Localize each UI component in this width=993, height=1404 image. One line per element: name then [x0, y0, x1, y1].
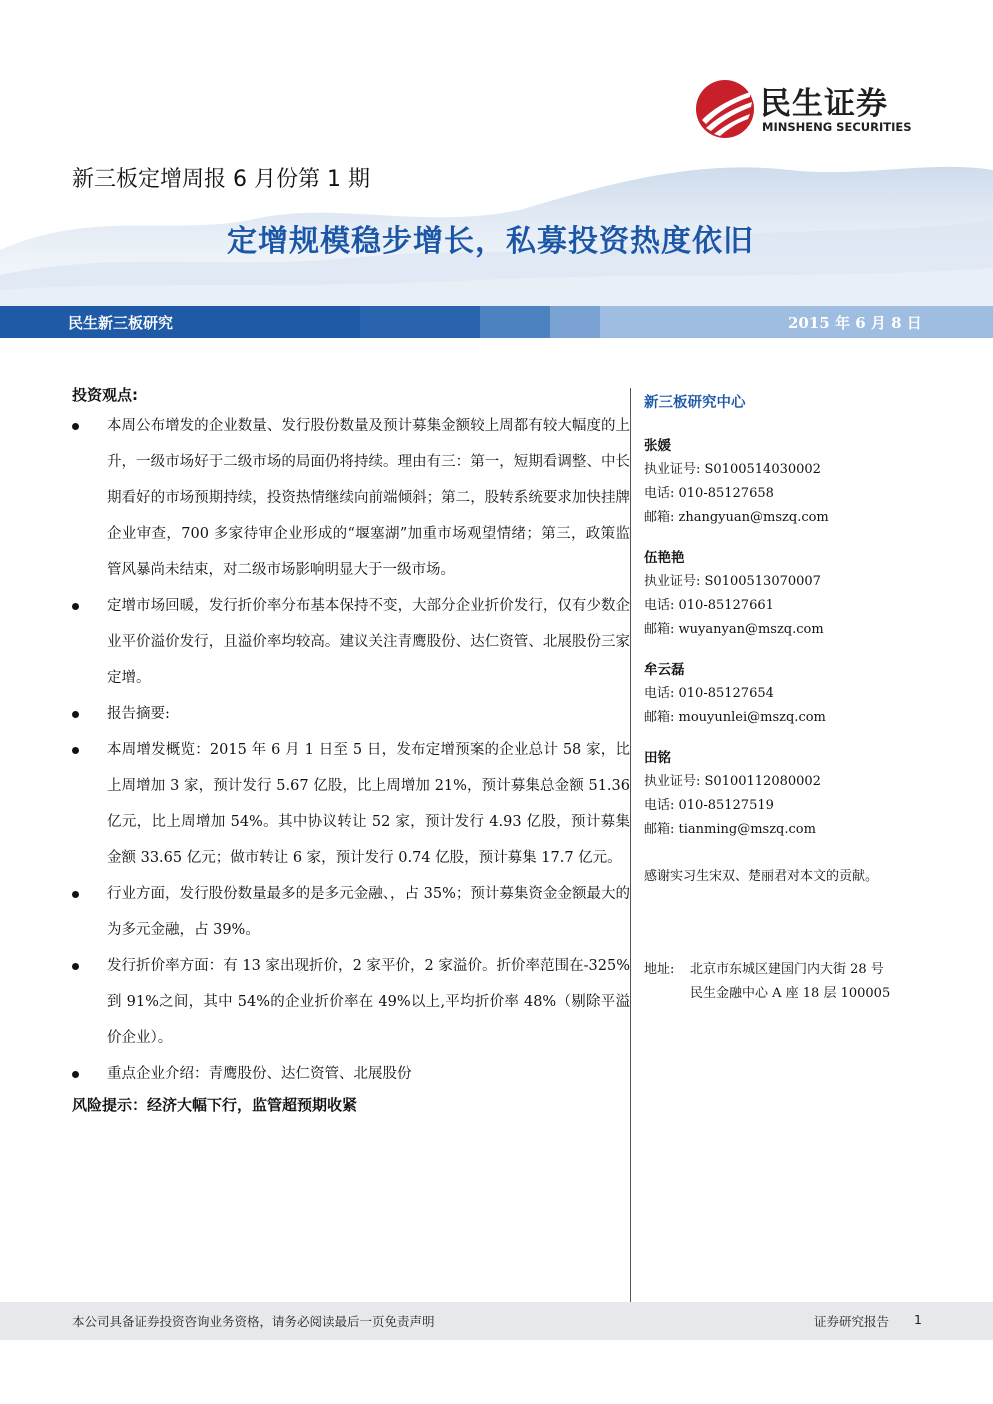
- address-label: 地址:: [644, 962, 675, 977]
- bullet-icon: [72, 1071, 79, 1078]
- bullet-item: [72, 1056, 630, 1092]
- company-logo: [694, 78, 924, 140]
- bullet-item: [72, 732, 630, 876]
- investment-view-section: [72, 382, 630, 1118]
- page-footer: [0, 1302, 993, 1340]
- bullet-text: 报告摘要:: [107, 706, 170, 722]
- minsheng-logo-icon: [694, 78, 756, 140]
- analyst-name: 伍艳艳: [644, 550, 685, 566]
- analyst-email[interactable]: 邮箱: mouyunlei@mszq.com: [644, 710, 826, 725]
- banner-segment: [360, 306, 480, 338]
- address-line-2: 民生金融中心 A 座 18 层 100005: [690, 986, 891, 1001]
- footer-report-type: 证券研究报告: [814, 1314, 890, 1329]
- bullet-icon: [72, 603, 79, 610]
- analyst-name: 田铭: [644, 750, 671, 766]
- report-main-title: 定增规模稳步增长，私募投资热度依旧: [227, 224, 754, 259]
- analyst-license: 执业证号: S0100514030002: [644, 462, 821, 477]
- research-center-title: 新三板研究中心: [644, 395, 746, 411]
- analyst-sidebar: [644, 392, 934, 1006]
- bullet-item: [72, 408, 630, 588]
- bullet-text: 定增市场回暖，发行折价率分布基本保持不变，大部分企业折价发行，仅有少数企业平价溢价发行，且溢价率均较高。建议关注青鹰股份、达仁资管、北展股份三家定增。: [107, 598, 630, 686]
- footer-disclaimer: 本公司具备证券投资咨询业务资格，请务必阅读最后一页免责声明: [72, 1314, 435, 1329]
- bullet-icon: [72, 963, 79, 970]
- bullet-item: [72, 696, 630, 732]
- analyst-email[interactable]: 邮箱: tianming@mszq.com: [644, 822, 816, 837]
- logo-english-name: MINSHENG SECURITIES: [762, 120, 912, 134]
- logo-chinese-name: 民生证券: [760, 86, 888, 122]
- banner-segment: [550, 306, 600, 338]
- banner-date: 2015 年 6 月 8 日: [788, 314, 922, 332]
- analyst-phone: 电话: 010-85127654: [644, 686, 774, 701]
- analyst-license: 执业证号: S0100112080002: [644, 774, 821, 789]
- report-series-title: 新三板定增周报 6 月份第 1 期: [72, 167, 370, 192]
- bullet-icon: [72, 711, 79, 718]
- analyst-card: [644, 746, 934, 842]
- header-banner: [0, 306, 993, 338]
- analyst-phone: 电话: 010-85127661: [644, 598, 774, 613]
- analyst-card: [644, 658, 934, 730]
- address-line-1: 北京市东城区建国门内大街 28 号: [690, 962, 884, 977]
- column-divider: [630, 388, 631, 1304]
- acknowledgement: 感谢实习生宋双、楚丽君对本文的贡献。: [644, 869, 879, 884]
- bullet-icon: [72, 423, 79, 430]
- bullet-item: [72, 948, 630, 1056]
- bullet-text: 本周公布增发的企业数量、发行股份数量及预计募集金额较上周都有较大幅度的上升，一级市场好于二级市场的局面仍将持续。理由有三：第一，短期看调整、中长期看好的市场预期持续，投资热情继续向前端倾斜；第二，股转系统要求加快挂牌企业审查，700 多家待审企业形成的“堰塞湖”加重市场观望情绪；第三，政策监管风暴尚未结束，对二级市场影响明显大于一级市场。: [107, 418, 630, 578]
- bullet-text: 重点企业介绍：青鹰股份、达仁资管、北展股份: [107, 1066, 412, 1082]
- banner-department: 民生新三板研究: [68, 314, 174, 332]
- bullet-text: 行业方面，发行股份数量最多的是多元金融、，占 35%；预计募集资金金额最大的为多元金融，占 39%。: [107, 886, 630, 938]
- company-address: [644, 958, 934, 1006]
- section-heading: 投资观点:: [72, 386, 138, 404]
- analyst-name: 牟云磊: [644, 662, 685, 678]
- analyst-card: [644, 434, 934, 530]
- bullet-text: 本周增发概览：2015 年 6 月 1 日至 5 日，发布定增预案的企业总计 58 家，比上周增加 3 家，预计发行 5.67 亿股，比上周增加 21%，预计募集总金额 51.36 亿元，比上周增加 54%。其中协议转让 52 家，预计发行 4.93 亿股，预计募集金额 33.65 亿元；做市转让 6 家，预计发行 0.74 亿股，预计募集 17.7 亿元。: [107, 742, 630, 866]
- page-number: 1: [914, 1312, 922, 1327]
- analyst-name: 张媛: [644, 438, 671, 454]
- analyst-email[interactable]: 邮箱: zhangyuan@mszq.com: [644, 510, 829, 525]
- bullet-item: [72, 588, 630, 696]
- bullet-item: [72, 876, 630, 948]
- analyst-phone: 电话: 010-85127519: [644, 798, 774, 813]
- bullet-text: 发行折价率方面：有 13 家出现折价，2 家平价，2 家溢价。折价率范围在-325%到 91%之间，其中 54%的企业折价率在 49%以上,平均折价率 48%（剔除平溢价企业）。: [107, 958, 630, 1046]
- analyst-license: 执业证号: S0100513070007: [644, 574, 821, 589]
- bullet-icon: [72, 891, 79, 898]
- analyst-phone: 电话: 010-85127658: [644, 486, 774, 501]
- banner-segment: [480, 306, 550, 338]
- analyst-email[interactable]: 邮箱: wuyanyan@mszq.com: [644, 622, 824, 637]
- risk-warning: 风险提示：经济大幅下行，监管超预期收紧: [72, 1096, 358, 1114]
- analyst-card: [644, 546, 934, 642]
- bullet-icon: [72, 747, 79, 754]
